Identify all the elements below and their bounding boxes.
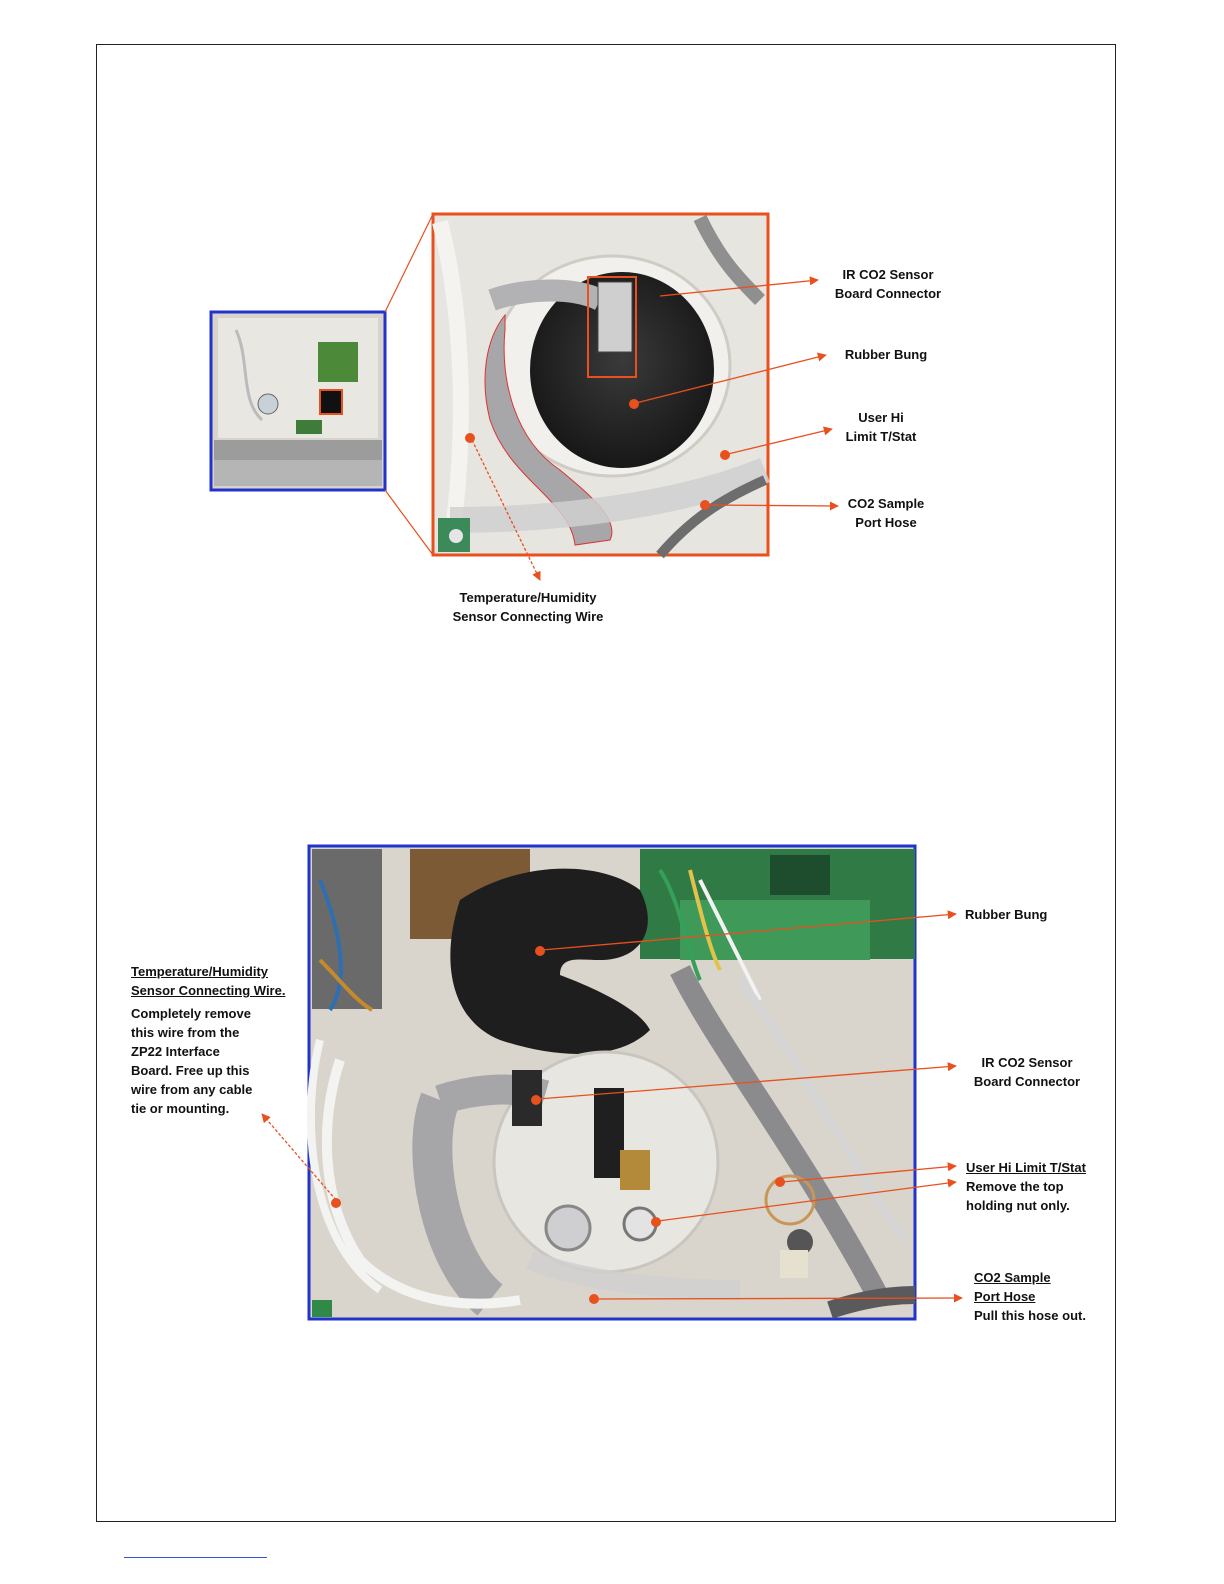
instruction-line: ZP22 Interface xyxy=(131,1044,220,1059)
label-line: Board Connector xyxy=(973,1074,1081,1089)
footer-rule xyxy=(124,1557,267,1558)
label-line: IR CO2 Sensor xyxy=(981,1055,1073,1070)
label-co2-sample-hose-2 xyxy=(974,1268,1114,1325)
label-line: Port Hose xyxy=(855,515,917,530)
label-co2-sample-hose xyxy=(830,494,942,532)
instruction-line: Completely remove xyxy=(131,1006,251,1021)
instruction-text xyxy=(131,1004,311,1118)
label-user-hi-limit-2 xyxy=(966,1158,1116,1215)
closeup-photo xyxy=(433,214,768,555)
detail-photo xyxy=(309,846,915,1319)
label-heading: CO2 Sample xyxy=(974,1270,1051,1285)
label-heading: Temperature/Humidity xyxy=(131,964,269,979)
label-heading: User Hi Limit T/Stat xyxy=(966,1160,1086,1175)
label-ir-co2-sensor-2 xyxy=(962,1053,1092,1091)
label-ir-co2-sensor xyxy=(818,265,958,303)
label-user-hi-limit xyxy=(826,408,936,446)
instruction-line: this wire from the xyxy=(131,1025,240,1040)
label-temp-humidity-block xyxy=(131,962,311,1118)
label-line: Rubber Bung xyxy=(965,907,1048,922)
zoom-line-top xyxy=(385,214,433,312)
label-line: Board Connector xyxy=(834,286,942,301)
instruction-line: Remove the top xyxy=(966,1179,1064,1194)
label-temp-humidity-wire xyxy=(428,588,628,626)
label-heading: Sensor Connecting Wire. xyxy=(131,983,286,998)
instruction-line: Board. Free up this xyxy=(131,1063,250,1078)
label-line: User Hi xyxy=(858,410,904,425)
label-line: CO2 Sample xyxy=(847,496,925,511)
label-line: Limit T/Stat xyxy=(845,429,917,444)
label-line: Rubber Bung xyxy=(844,347,928,362)
label-line: Temperature/Humidity xyxy=(459,590,597,605)
label-line: Sensor Connecting Wire xyxy=(452,609,604,624)
label-rubber-bung-2 xyxy=(965,905,1085,924)
label-rubber-bung xyxy=(826,345,946,364)
instruction-line: tie or mounting. xyxy=(131,1101,230,1116)
zoom-line-bottom xyxy=(385,490,433,555)
instruction-line: holding nut only. xyxy=(966,1198,1070,1213)
instruction-line: Pull this hose out. xyxy=(974,1308,1086,1323)
instruction-line: wire from any cable xyxy=(131,1082,253,1097)
label-heading: Port Hose xyxy=(974,1289,1036,1304)
label-line: IR CO2 Sensor xyxy=(842,267,934,282)
overview-photo xyxy=(211,312,385,490)
